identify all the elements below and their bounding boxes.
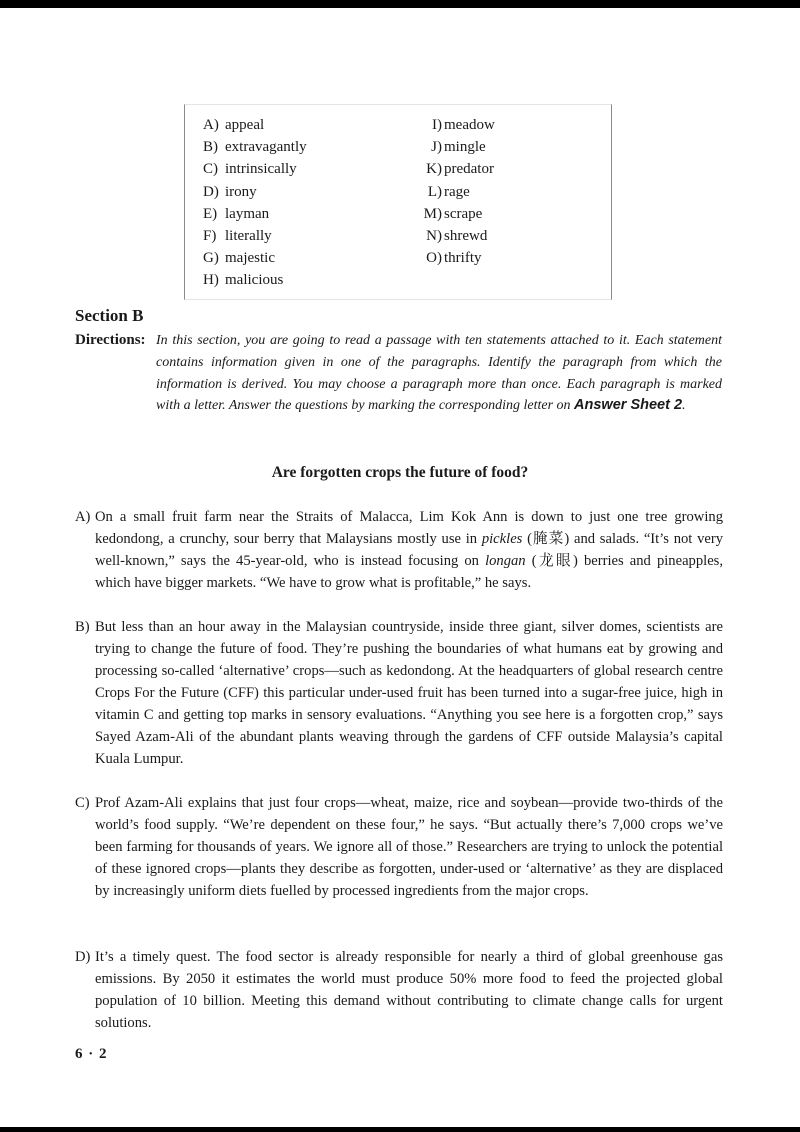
paragraph-label: A) [75,509,91,525]
word-bank-right-column [422,114,495,269]
paragraph-label: B) [75,619,90,635]
word-option: A) appeal [203,117,265,133]
word-bank-box [184,104,612,300]
paragraph-d [75,946,723,1034]
paragraph-a [75,506,723,594]
answer-sheet-emphasis: Answer Sheet 2 [574,397,683,414]
word-option: L) rage [427,183,470,200]
passage-title: Are forgotten crops the future of food? [271,464,529,481]
directions-label: Directions: [75,332,146,348]
paragraph-b [75,616,723,770]
word-option: O) thrifty [426,250,482,267]
paragraph-text: But less than an hour away in the Malaysian countryside, inside three giant, silver domes, scientists are trying to change the future of food. They’re pushing the boundaries of what humans eat by growing and processing so-called ‘alternative’ crops—such as kedondong. At the headquarters of global research centre Crops For the Future (CFF) this particular under-used fruit has been turned into a sugar-free juice, high in vitamin C and getting top marks in sensory evaluations. “Anything you see here is a forgotten crop,” says Sayed Azam-Ali of the abundant plants weaving through the gardens of CFF outside Malaysia’s capital Kuala Lumpur. [95,619,723,767]
bottom-border-bar [0,1127,800,1132]
paragraph-text: On a small fruit farm near the Straits of Malacca, Lim Kok Ann is down to just one tree growing kedondong, a crunchy, sour berry that Malaysians mostly use in pickles (腌菜) and salads. “It’s not very well-known,” says the 45-year-old, who is instead focusing on longan (龙眼) berries and pineapples, which have bigger markets. “We have to grow what is profitable,” he says. [95,509,724,591]
word-option: G) majestic [203,250,275,267]
word-option: D) irony [203,183,257,200]
word-bank-left-column [203,114,307,292]
paragraph-text: It’s a timely quest. The food sector is already responsible for nearly a third of global greenhouse gas emissions. By 2050 it estimates the world must produce 50% more food to feed the projected global population of 10 billion. Meeting this demand without contributing to climate change calls for urgent solutions. [95,949,723,1031]
paragraph-label: D) [75,949,91,965]
word-option: I) meadow [432,117,495,133]
section-title: Section B [75,306,144,325]
word-option: M) scrape [423,205,483,222]
paragraph-c [75,792,723,902]
paragraph-label: C) [75,795,90,811]
page-number: 6 · 2 [75,1046,108,1062]
paragraph-text: Prof Azam-Ali explains that just four crops—wheat, maize, rice and soybean—provide two-thirds of the world’s food supply. “We’re dependent on these four,” he says. “But actually there’s 7,000 crops we’ve been farming for thousands of years. We ignore all of those.” Researchers are trying to unlock the potential of these ignored crops—plants they describe as forgotten, under-used or ‘alternative’ as they are displaced by increasingly uniform diets fuelled by processed ingredients from the major crops. [95,795,723,899]
word-option: F) literally [203,227,272,244]
word-option: H) malicious [203,272,284,289]
word-option: N) shrewd [426,227,488,244]
word-option: B) extravagantly [203,139,307,156]
word-option: J) mingle [431,139,486,156]
top-border-bar [0,0,800,8]
directions-text: In this section, you are going to read a passage with ten statements attached to it. Each statement contains information given in one of the paragraphs. Identify the paragraph from which the information is derived. You may choose a paragraph more than once. Each paragraph is marked with a letter. Answer the questions by marking the corresponding letter on Answer Sheet 2. [156,333,722,414]
word-option: K) predator [426,161,494,178]
word-option: C) intrinsically [203,161,297,178]
word-option: E) layman [203,205,270,222]
